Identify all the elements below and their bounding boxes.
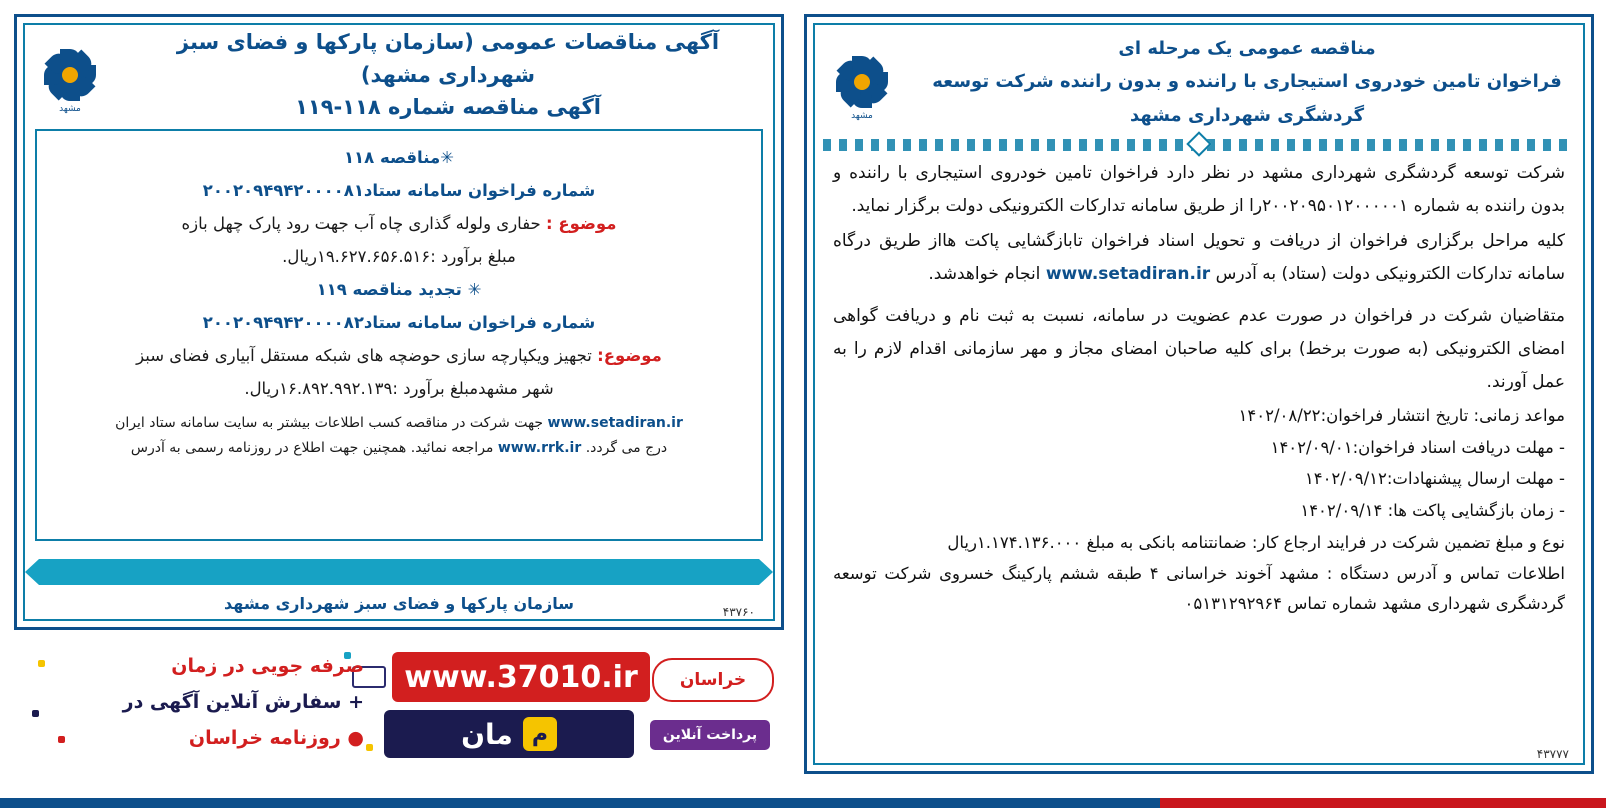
- ad-header-right: [819, 27, 1579, 137]
- note-text-2-post: درج می گردد.: [585, 440, 668, 457]
- banner-url[interactable]: www.37010.ir: [392, 652, 650, 702]
- tender-118-amount: مبلغ برآورد :۱۹.۶۲۷.۶۵۶.۵۱۶ریال.: [282, 247, 516, 266]
- ad-title-line2: آگهی مناقصه شماره ۱۱۸-۱۱۹: [295, 95, 601, 120]
- tender-ad-parks: [14, 14, 784, 630]
- ad-right-title-line2: فراخوان تامین خودروی استیجاری با راننده و بدون راننده شرکت توسعه: [932, 71, 1562, 93]
- ad-header: [27, 27, 771, 123]
- banner-line-2-text: سفارش آنلاین آگهی در: [122, 691, 342, 714]
- banner-line-3-text: روزنامه خراسان: [188, 727, 341, 750]
- tender-118-subject: [53, 207, 745, 240]
- tender-119-heading: ✳ تجدید مناقصه ۱۱۹: [316, 280, 482, 299]
- khorasan-brand-badge: خراسان: [652, 658, 774, 702]
- note-text-1: جهت شرکت در مناقصه کسب اطلاعات بیشتر به سایت سامانه ستاد ایران: [115, 415, 544, 431]
- ad-right-title-line3: گردشگری شهرداری مشهد: [1129, 104, 1365, 126]
- right-paragraph-1: شرکت توسعه گردشگری شهرداری مشهد در نظر دارد فراخوان تامین خودروی استیجاری با راننده و بدون راننده به شماره ۲۰۰۲۰۹۵۰۱۲۰۰۰۰۰۱را از طریق سامانه تدارکات الکترونیکی دولت برگزار نماید.: [833, 163, 1565, 217]
- page-bottom-strip: [0, 798, 1606, 808]
- note-line-1: [53, 411, 745, 436]
- banner-text-block: [64, 648, 364, 756]
- right-paragraph-2: [833, 225, 1565, 291]
- logo-caption: مشهد: [59, 104, 81, 114]
- subject-text-2: تجهیز ویکپارچه سازی حوضچه های شبکه مستقل آبیاری فضای سبز: [136, 346, 592, 365]
- note-line-2: [53, 436, 745, 461]
- contact-info: اطلاعات تماس و آدرس دستگاه : مشهد آخوند خراسانی ۴ طبقه ششم پارکینگ خسروی شرکت توسعه گردشگری شهرداری مشهد شماره تماس ۰۵۱۳۱۲۹۲۹۶۴: [833, 564, 1565, 614]
- rrk-link[interactable]: www.rrk.ir: [497, 440, 582, 457]
- online-payment-badge: پرداخت آنلاین: [650, 720, 770, 750]
- footer-ribbon: [39, 559, 759, 585]
- guarantee-info: نوع و مبلغ تضمین شرکت در فرایند ارجاع کار: ضمانتنامه بانکی به مبلغ ۱.۱۷۴.۱۳۶.۰۰۰ریال: [947, 532, 1565, 552]
- tender-118-heading: ✳مناقصه ۱۱۸: [343, 148, 454, 167]
- ad-code-right: ۴۳۷۷۷: [1536, 747, 1569, 761]
- banner-line-2: [64, 684, 364, 720]
- dates-title: مواعد زمانی: تاریخ انتشار فراخوان:۱۴۰۲/۰۸/۲۲: [1238, 405, 1565, 425]
- tender-119-call-number: شماره فراخوان سامانه ستاد۲۰۰۲۰۹۴۹۴۲۰۰۰۰۸۲: [202, 313, 596, 332]
- ad-title-block: [125, 26, 771, 124]
- date-item-2: - مهلت ارسال پیشنهادات:۱۴۰۲/۰۹/۱۲: [1304, 469, 1565, 489]
- banner-app-name: مان: [461, 717, 513, 751]
- plus-icon: +: [348, 691, 364, 714]
- dot-icon: ●: [347, 727, 364, 750]
- right-paragraph-2-pre: کلیه مراحل برگزاری فراخوان از دریافت و تحویل اسناد فراخوان تابازگشایی پاکت هااز طریق درگاه سامانه تدارکات الکترونیکی دولت (ستاد) به آدرس: [833, 231, 1565, 285]
- date-item-3: - زمان بازگشایی پاکت ها: ۱۴۰۲/۰۹/۱۴: [1300, 501, 1565, 521]
- setadiran-link-right[interactable]: www.setadiran.ir: [1045, 264, 1211, 285]
- mashhad-municipality-logo-icon: [27, 32, 113, 118]
- ad-right-body: [823, 157, 1575, 737]
- right-paragraph-3: متقاضیان شرکت در فراخوان در صورت عدم عضویت در سامانه، نسبت به ثبت نام و دریافت گواهی امضای الکترونیکی (به صورت برخط) برای کلیه صاحبان امضای مجاز و مهر سازمانی اقدام لازم را به عمل آورند.: [833, 305, 1565, 392]
- ad-code-left: ۴۳۷۶۰: [722, 605, 755, 619]
- subject-label-1: موضوع :: [546, 214, 617, 233]
- note-text-2-pre: مراجعه نمائید. همچنین جهت اطلاع در روزنامه رسمی به آدرس: [130, 440, 494, 457]
- newspaper-online-ad-banner[interactable]: [14, 640, 784, 770]
- tender-118-call-number: شماره فراخوان سامانه ستاد۲۰۰۲۰۹۴۹۴۲۰۰۰۰۸۱: [202, 181, 596, 200]
- page-bottom-strip-blue: [0, 798, 1160, 808]
- issuing-organization: سازمان پارکها و فضای سبز شهرداری مشهد: [224, 594, 574, 613]
- right-paragraph-2-post: انجام خواهدشد.: [928, 264, 1041, 285]
- banner-line-1: صرفه جویی در زمان: [171, 655, 364, 677]
- subject-text-1: حفاری ولوله گذاری چاه آب جهت رود پارک چهل بازه: [181, 214, 541, 233]
- tender-119-subject: [53, 339, 745, 372]
- app-logo-icon: م: [523, 717, 557, 751]
- logo-caption-right: مشهد: [851, 111, 873, 121]
- banner-app-box[interactable]: [384, 710, 634, 758]
- ad-right-title-line1: مناقصه عمومی یک مرحله ای: [1118, 38, 1376, 60]
- tender-ad-tourism: [804, 14, 1594, 774]
- banner-line-3: [64, 720, 364, 756]
- ad-body: [35, 129, 763, 541]
- ad-title-line1: آگهی مناقصات عمومی (سازمان پارکها و فضای سبز شهرداری مشهد): [176, 30, 720, 87]
- setadiran-link[interactable]: www.setadiran.ir: [547, 415, 683, 431]
- ad-title-block-right: [915, 32, 1579, 132]
- tender-119-amount: شهر مشهدمبلغ برآورد :۱۶.۸۹۲.۹۹۲.۱۳۹ریال.: [244, 379, 554, 398]
- subject-label-2: موضوع:: [597, 346, 662, 365]
- mashhad-municipality-logo-icon-right: [819, 39, 905, 125]
- date-item-1: - مهلت دریافت اسناد فراخوان:۱۴۰۲/۰۹/۰۱: [1270, 437, 1565, 457]
